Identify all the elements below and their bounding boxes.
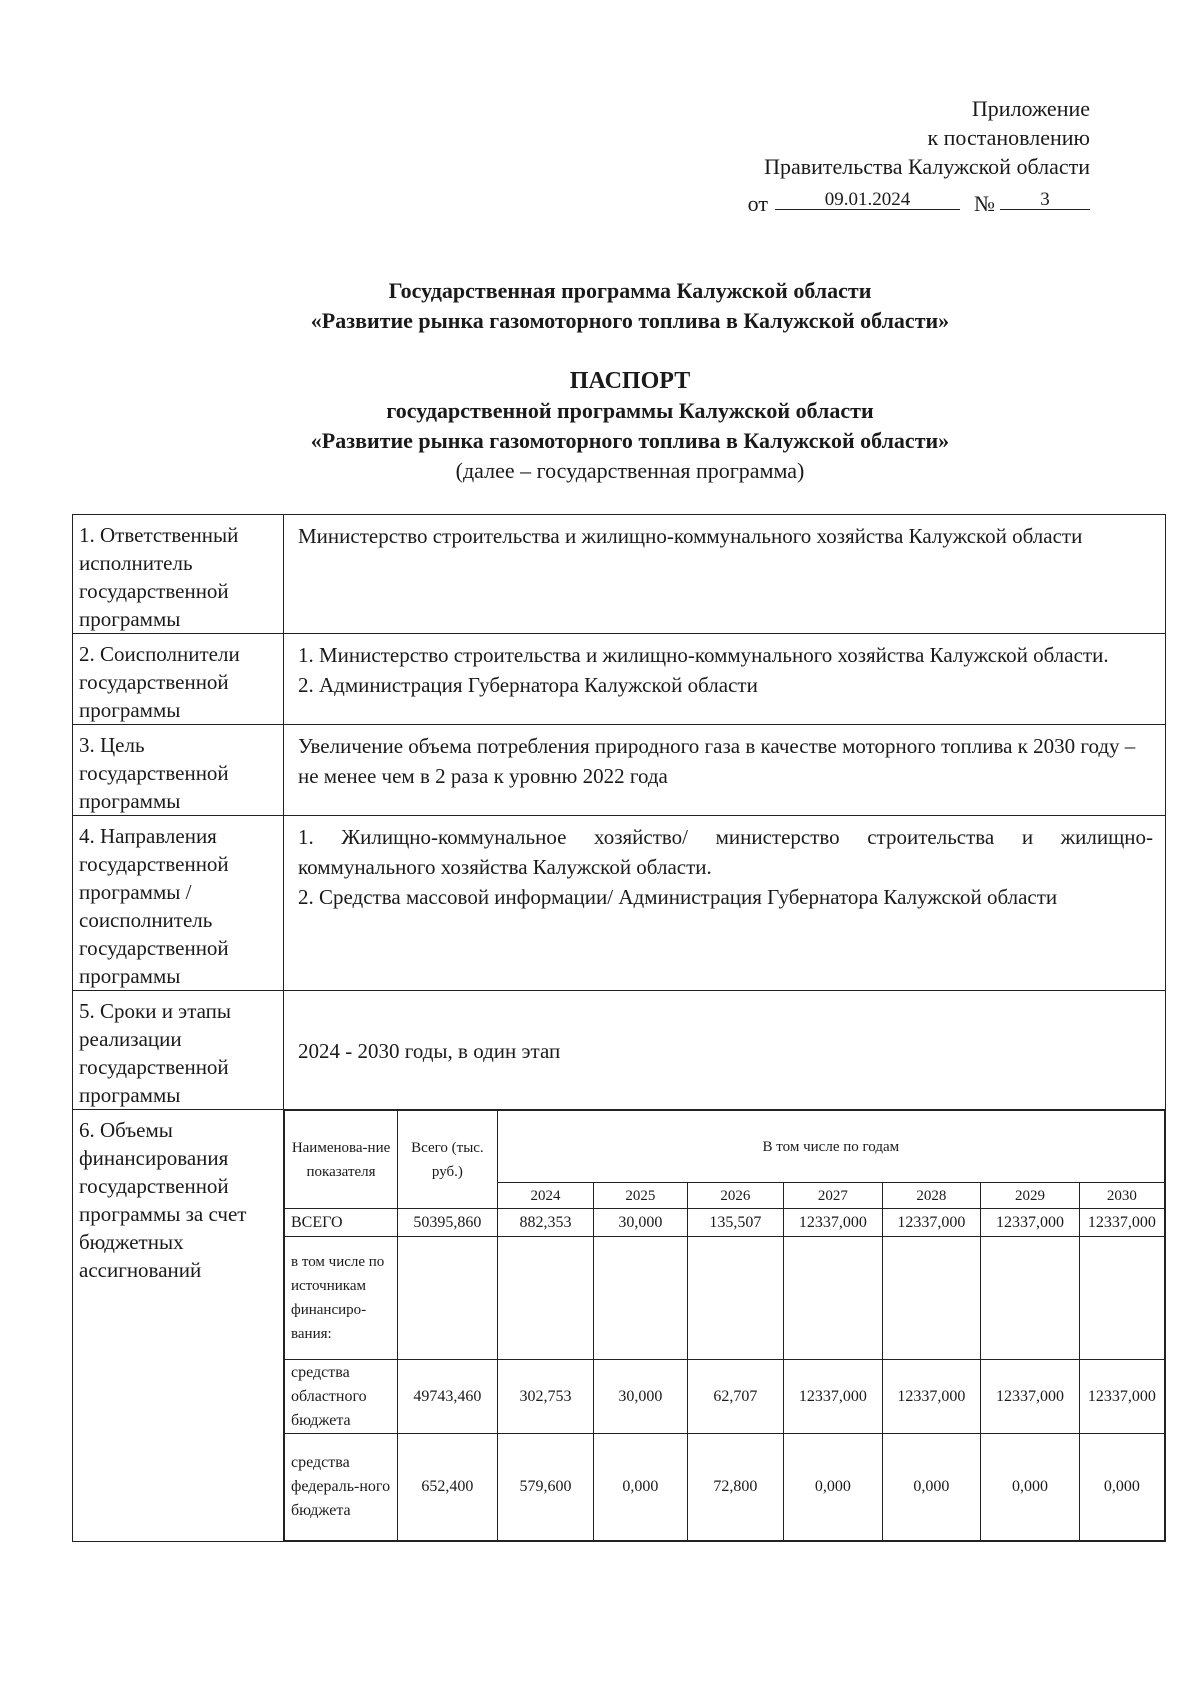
fin-year: 2029 xyxy=(981,1183,1080,1209)
fin-cell-total: 652,400 xyxy=(398,1434,498,1541)
passport-row-2 xyxy=(73,634,1166,725)
fin-cell: 579,600 xyxy=(497,1434,594,1541)
appendix-line-2: к постановлению xyxy=(927,125,1090,150)
passport-row-6 xyxy=(73,1110,1166,1542)
fin-cell xyxy=(594,1237,687,1360)
date-value: 09.01.2024 xyxy=(824,189,911,210)
fin-cell: 0,000 xyxy=(981,1434,1080,1541)
passport-row-1 xyxy=(73,515,1166,634)
fin-cell xyxy=(1079,1237,1164,1360)
appendix-line-3: Правительства Калужской области xyxy=(764,154,1090,179)
passport-table xyxy=(72,514,1166,1542)
fin-cell: 12337,000 xyxy=(882,1360,981,1434)
row-4-value xyxy=(284,816,1166,991)
fin-cell: 12337,000 xyxy=(882,1209,981,1237)
fin-cell: 30,000 xyxy=(594,1209,687,1237)
row-1-label: 1. Ответственный исполнитель государственной программы xyxy=(73,515,284,634)
fin-cell: 882,353 xyxy=(497,1209,594,1237)
row-2-item-2: 2. Администрация Губернатора Калужской области xyxy=(298,673,758,697)
row-1-text: Министерство строительства и жилищно-коммунального хозяйства Калужской области xyxy=(298,524,1083,548)
row-4-label: 4. Направления государственной программы / соисполнитель государственной программы xyxy=(73,816,284,991)
fin-year: 2030 xyxy=(1079,1183,1164,1209)
fin-cell: 0,000 xyxy=(1079,1434,1164,1541)
fin-row-regional xyxy=(285,1360,1165,1434)
fin-year: 2026 xyxy=(687,1183,784,1209)
row-3-text: Увеличение объема потребления природного газа в качестве моторного топлива к 2030 году – не менее чем в 2 раза к уровню 2022 года xyxy=(298,734,1136,788)
fin-cell xyxy=(784,1237,883,1360)
passport-title: ПАСПОРТ xyxy=(569,368,691,394)
number-field xyxy=(1000,185,1090,210)
fin-year: 2027 xyxy=(784,1183,883,1209)
fin-cell: 302,753 xyxy=(497,1360,594,1434)
fin-cell: 30,000 xyxy=(594,1360,687,1434)
fin-cell-total: 49743,460 xyxy=(398,1360,498,1434)
fin-cell-total: 50395,860 xyxy=(398,1209,498,1237)
fin-cell: 0,000 xyxy=(882,1434,981,1541)
fin-col-years: В том числе по годам xyxy=(497,1111,1164,1183)
fin-cell xyxy=(981,1237,1080,1360)
fin-cell-name: ВСЕГО xyxy=(285,1209,398,1237)
appendix-block xyxy=(570,94,1090,215)
date-field xyxy=(775,185,960,210)
fin-row-total xyxy=(285,1209,1165,1237)
row-2-value xyxy=(284,634,1166,725)
passport-row-5 xyxy=(73,991,1166,1110)
fin-cell: 12337,000 xyxy=(1079,1360,1164,1434)
row-2-item-1: 1. Министерство строительства и жилищно-коммунального хозяйства Калужской области. xyxy=(298,643,1109,667)
appendix-line-1: Приложение xyxy=(971,96,1090,121)
fin-row-federal xyxy=(285,1434,1165,1541)
fin-year: 2024 xyxy=(497,1183,594,1209)
fin-col-name: Наименова-ние показателя xyxy=(285,1111,398,1209)
passport-row-3 xyxy=(73,725,1166,816)
program-title xyxy=(100,276,1160,336)
fin-cell: 0,000 xyxy=(784,1434,883,1541)
row-3-label: 3. Цель государственной программы xyxy=(73,725,284,816)
appendix-date-row xyxy=(570,181,1090,215)
fin-cell: 0,000 xyxy=(594,1434,687,1541)
number-label: № xyxy=(974,191,995,216)
row-6-value xyxy=(284,1110,1166,1542)
fin-header-row xyxy=(285,1111,1165,1183)
program-title-line-2: «Развитие рынка газомоторного топлива в Калужской области» xyxy=(310,308,950,333)
passport-row-4 xyxy=(73,816,1166,991)
date-label: от xyxy=(747,191,768,216)
program-title-line-1: Государственная программа Калужской области xyxy=(388,278,872,303)
fin-cell: 12337,000 xyxy=(981,1209,1080,1237)
fin-cell xyxy=(882,1237,981,1360)
number-value: 3 xyxy=(1040,189,1050,210)
fin-cell-name: средства областного бюджета xyxy=(285,1360,398,1434)
financing-table xyxy=(284,1110,1165,1541)
fin-cell: 12337,000 xyxy=(1079,1209,1164,1237)
row-5-value xyxy=(284,991,1166,1110)
row-5-label: 5. Сроки и этапы реализации государственной программы xyxy=(73,991,284,1110)
row-2-label: 2. Соисполнители государственной программы xyxy=(73,634,284,725)
fin-cell-name: в том числе по источникам финансиро-вания: xyxy=(285,1237,398,1360)
fin-year: 2028 xyxy=(882,1183,981,1209)
fin-cell: 72,800 xyxy=(687,1434,784,1541)
row-5-text: 2024 - 2030 годы, в один этап xyxy=(298,1039,561,1063)
fin-year: 2025 xyxy=(594,1183,687,1209)
fin-row-sources xyxy=(285,1237,1165,1360)
fin-cell xyxy=(497,1237,594,1360)
row-6-label: 6. Объемы финансирования государственной программы за счет бюджетных ассигнований xyxy=(73,1110,284,1542)
row-4-item-2: 2. Средства массовой информации/ Администрация Губернатора Калужской области xyxy=(298,885,1058,909)
passport-subtitle: (далее – государственная программа) xyxy=(455,458,805,483)
fin-cell-name: средства федераль-ного бюджета xyxy=(285,1434,398,1541)
fin-cell: 12337,000 xyxy=(784,1209,883,1237)
fin-col-total: Всего (тыс. руб.) xyxy=(398,1111,498,1209)
fin-cell: 12337,000 xyxy=(981,1360,1080,1434)
fin-cell-total xyxy=(398,1237,498,1360)
fin-cell: 62,707 xyxy=(687,1360,784,1434)
fin-cell: 135,507 xyxy=(687,1209,784,1237)
row-4-item-1: 1. Жилищно-коммунальное хозяйство/ министерство строительства и жилищно-коммунального хозяйства Калужской области. xyxy=(298,825,1153,879)
row-1-value xyxy=(284,515,1166,634)
passport-line-2: «Развитие рынка газомоторного топлива в Калужской области» xyxy=(310,428,950,453)
passport-line-1: государственной программы Калужской области xyxy=(386,398,874,423)
fin-cell xyxy=(687,1237,784,1360)
fin-cell: 12337,000 xyxy=(784,1360,883,1434)
passport-heading xyxy=(100,366,1160,486)
row-3-value xyxy=(284,725,1166,816)
